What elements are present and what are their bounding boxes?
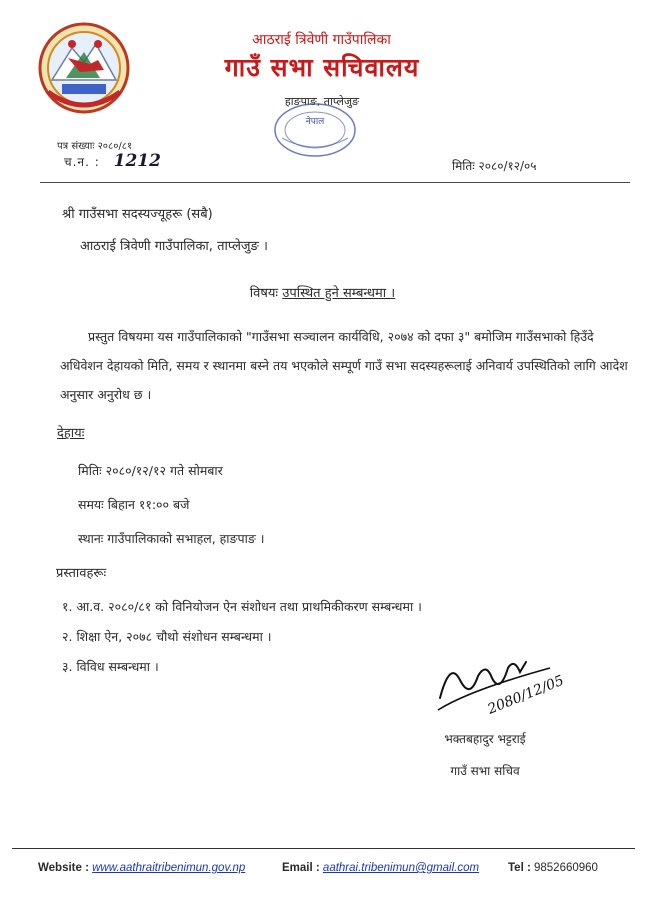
subject-text: उपस्थित हुने सम्बन्धमा । [282, 286, 396, 301]
tel-label: Tel : [508, 862, 531, 874]
detail-label: स्थानः [78, 531, 104, 546]
subject-label: विषयः [249, 286, 279, 301]
body-paragraph [60, 322, 632, 409]
office-address: हाङपाङ, ताप्लेजुङ [284, 95, 360, 108]
date-label: मितिः [452, 159, 475, 173]
email-label: Email : [282, 862, 320, 874]
detail-date-row [78, 462, 223, 479]
signature-date: 2080/12/05 [485, 672, 567, 718]
handwritten-signature [430, 650, 570, 720]
dispatch-value: 1212 [113, 151, 161, 171]
proposal-item: १. आ.व. २०८०/८१ को विनियोजन ऐन संशोधन तथा प्राथमिकीकरण सम्बन्धमा । [62, 599, 422, 614]
letter-date [452, 157, 537, 174]
details-heading: देहायः [57, 426, 85, 441]
detail-value: २०८०/१२/१२ गते सोमबार [105, 463, 223, 478]
detail-value: बिहान ११:०० बजे [107, 497, 190, 512]
recipient-line-1: श्री गाउँसभा सदस्यज्यूहरू (सबै) [62, 207, 213, 222]
header-divider [40, 182, 630, 183]
recipient-line-2: आठराई त्रिवेणी गाउँपालिका, ताप्लेजुङ । [80, 239, 268, 254]
footer-email [282, 862, 479, 874]
signatory-title: गाउँ सभा सचिव [450, 764, 520, 778]
office-name: आठराई त्रिवेणी गाउँपालिका [252, 32, 391, 48]
tel-value: 9852660960 [534, 862, 598, 874]
secretariat-title: गाउँ सभा सचिवालय [224, 53, 420, 82]
dispatch-label: च.न. : [64, 155, 100, 169]
proposals-heading: प्रस्तावहरूः [56, 566, 107, 581]
detail-value: गाउँपालिकाको सभाहल, हाङपाङ । [107, 531, 265, 546]
detail-time-row [78, 496, 189, 513]
dispatch-number [64, 151, 161, 171]
signatory-name: भक्तबहादुर भट्टराई [444, 732, 526, 746]
proposal-item: २. शिक्षा ऐन, २०७८ चौथो संशोधन सम्बन्धमा । [62, 629, 272, 644]
detail-label: समयः [78, 497, 104, 512]
website-link[interactable]: www.aathraitribenimun.gov.np [92, 862, 246, 874]
email-link[interactable]: aathrai.tribenimun@gmail.com [322, 862, 480, 874]
body-text: प्रस्तुत विषयमा यस गाउँपालिकाको "गाउँसभा सञ्चालन कार्यविधि, २०७४ को दफा ३" बमोजिम गाउँसभाको हिउँदे अधिवेशन देहायको मिति, समय र स्थानमा बस्ने तय भएकोले सम्पूर्ण गाउँ सभा सदस्यहरूलाई अनिवार्य उपस्थितिको लागि आदेश अनुसार अनुरोध छ । [60, 329, 628, 402]
detail-venue-row [78, 530, 265, 547]
stamp-country: नेपाल [305, 117, 325, 127]
proposal-item: ३. विविध सम्बन्धमा । [62, 659, 159, 674]
subject-line [0, 283, 645, 301]
website-label: Website : [38, 862, 89, 874]
letter-number [57, 138, 132, 152]
footer-tel [508, 862, 598, 874]
letter-number-label: पत्र संख्याः [57, 141, 95, 152]
nepal-emblem-logo [38, 22, 130, 114]
office-stamp [270, 100, 360, 160]
date-value: २०८०/१२/०५ [478, 159, 537, 173]
footer-divider [12, 848, 635, 849]
letter-number-value: २०८०/८१ [97, 141, 133, 152]
detail-label: मितिः [78, 463, 102, 478]
footer-website [38, 862, 245, 874]
